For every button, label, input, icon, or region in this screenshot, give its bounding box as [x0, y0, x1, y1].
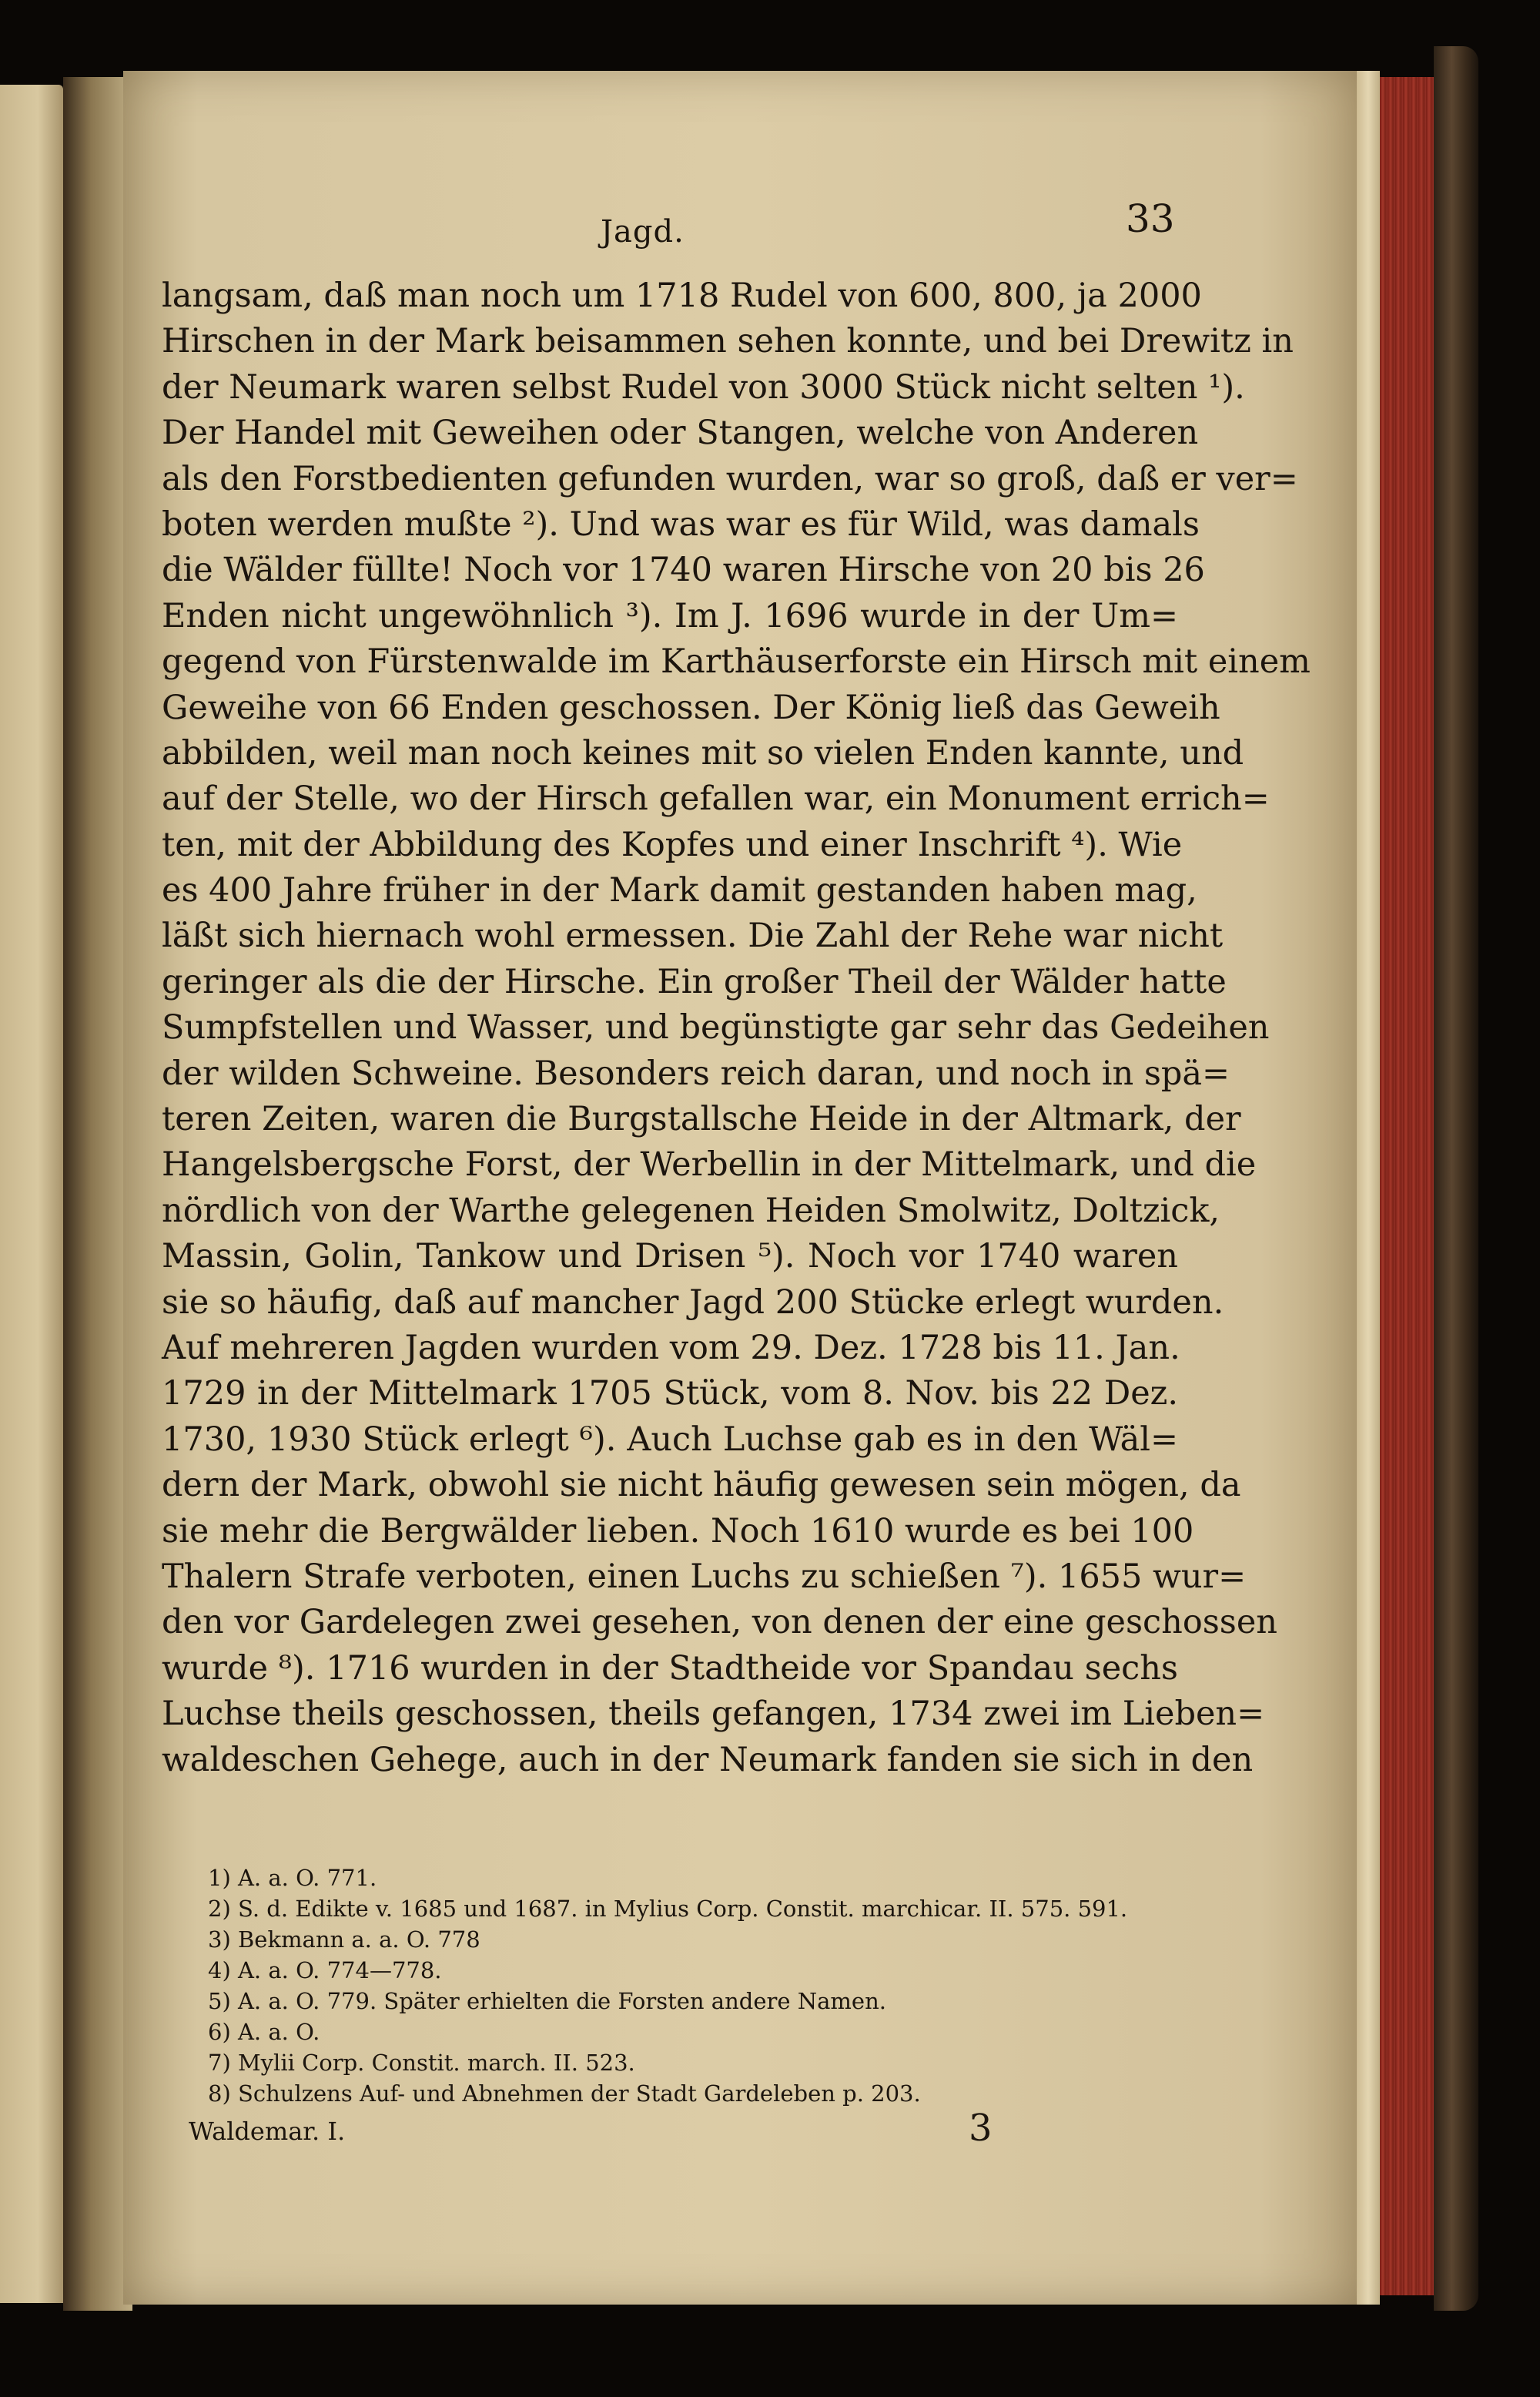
page-edges	[1357, 71, 1380, 2305]
text-line: den vor Gardelegen zwei gesehen, von denen der eine geschossen	[162, 1603, 1277, 1642]
text-line: Auf mehreren Jagden wurden vom 29. Dez. 1728 bis 11. Jan.	[162, 1328, 1180, 1367]
text-line: gegend von Fürstenwalde im Karthäuserforste ein Hirsch mit einem	[162, 642, 1311, 682]
text-line: nördlich von der Warthe gelegenen Heiden Smolwitz, Doltzick,	[162, 1191, 1220, 1230]
footnotes	[208, 1862, 1194, 2109]
footnote: 4) A. a. O. 774—778.	[208, 1957, 442, 1983]
footnote: 8) Schulzens Auf- und Abnehmen der Stadt Gardeleben p. 203.	[208, 2080, 921, 2107]
text-line: als den Forstbedienten gefunden wurden, war so groß, daß er ver=	[162, 459, 1298, 498]
footnote: 2) S. d. Edikte v. 1685 und 1687. in Mylius Corp. Constit. marchicar. II. 575. 591.	[208, 1896, 1128, 1922]
facing-page-edge	[0, 85, 63, 2303]
text-line: der Neumark waren selbst Rudel von 3000 Stück nicht selten ¹).	[162, 367, 1245, 407]
text-line: Hangelsbergsche Forst, der Werbellin in der Mittelmark, und die	[162, 1145, 1257, 1185]
text-line: langsam, daß man noch um 1718 Rudel von 600, 800, ja 2000	[162, 277, 1202, 315]
footnote: 7) Mylii Corp. Constit. march. II. 523.	[208, 2050, 635, 2076]
page-number: 33	[1126, 196, 1175, 241]
text-line: 1730, 1930 Stück erlegt ⁶). Auch Luchse gab es in den Wäl=	[162, 1420, 1178, 1459]
footnote: 3) Bekmann a. a. O. 778	[208, 1926, 480, 1953]
text-line: abbilden, weil man noch keines mit so vielen Enden kannte, und	[162, 733, 1244, 773]
text-line: Der Handel mit Geweihen oder Stangen, welche von Anderen	[162, 414, 1199, 453]
text-line: Enden nicht ungewöhnlich ³). Im J. 1696 wurde in der Um=	[162, 596, 1178, 635]
text-line: boten werden mußte ²). Und was war es für Wild, was damals	[162, 505, 1200, 544]
footnote: 5) A. a. O. 779. Später erhielten die Forsten andere Namen.	[208, 1988, 886, 2014]
text-line: Luchse theils geschossen, theils gefangen, 1734 zwei im Lieben=	[162, 1695, 1265, 1734]
sheet-number: 3	[969, 2107, 993, 2150]
text-line: ten, mit der Abbildung des Kopfes und einer Inschrift ⁴). Wie	[162, 825, 1183, 864]
text-line: sie mehr die Bergwälder lieben. Noch 1610 wurde es bei 100	[162, 1511, 1194, 1551]
text-line: wurde ⁸). 1716 wurden in der Stadtheide vor Spandau sechs	[162, 1648, 1178, 1688]
text-line: Hirschen in der Mark beisammen sehen konnte, und bei Drewitz in	[162, 322, 1294, 361]
text-line: der wilden Schweine. Besonders reich daran, und noch in spä=	[162, 1054, 1230, 1093]
text-line: läßt sich hiernach wohl ermessen. Die Zahl der Rehe war nicht	[162, 917, 1224, 956]
text-line: 1729 in der Mittelmark 1705 Stück, vom 8. Nov. bis 22 Dez.	[162, 1374, 1178, 1413]
text-line: Sumpfstellen und Wasser, und begünstigte gar sehr das Gedeihen	[162, 1008, 1270, 1048]
text-line: dern der Mark, obwohl sie nicht häufig gewesen sein mögen, da	[162, 1466, 1241, 1505]
text-line: die Wälder füllte! Noch vor 1740 waren Hirsche von 20 bis 26	[162, 551, 1205, 590]
book-gutter	[63, 77, 132, 2311]
running-head: Jagd.	[601, 214, 685, 250]
text-line: sie so häufig, daß auf mancher Jagd 200 Stücke erlegt wurden.	[162, 1282, 1224, 1322]
text-line: geringer als die der Hirsche. Ein großer Theil der Wälder hatte	[162, 962, 1227, 1001]
book-cover	[1434, 46, 1478, 2311]
text-line: waldeschen Gehege, auch in der Neumark fanden sie sich in den	[162, 1740, 1254, 1779]
sheet-signature: Waldemar. I.	[189, 2117, 346, 2146]
text-line: Thalern Strafe verboten, einen Luchs zu schießen ⁷). 1655 wur=	[162, 1557, 1247, 1596]
footnote: 6) A. a. O.	[208, 2019, 320, 2045]
text-line: Massin, Golin, Tankow und Drisen ⁵). Noch vor 1740 waren	[162, 1237, 1178, 1276]
footnote: 1) A. a. O. 771.	[208, 1865, 377, 1891]
red-page-edges	[1380, 77, 1434, 2295]
body-text	[162, 273, 1311, 1783]
text-line: es 400 Jahre früher in der Mark damit gestanden haben mag,	[162, 871, 1197, 910]
text-line: auf der Stelle, wo der Hirsch gefallen war, ein Monument errich=	[162, 779, 1270, 819]
text-line: teren Zeiten, waren die Burgstallsche Heide in der Altmark, der	[162, 1100, 1241, 1139]
text-line: Geweihe von 66 Enden geschossen. Der König ließ das Geweih	[162, 688, 1220, 727]
